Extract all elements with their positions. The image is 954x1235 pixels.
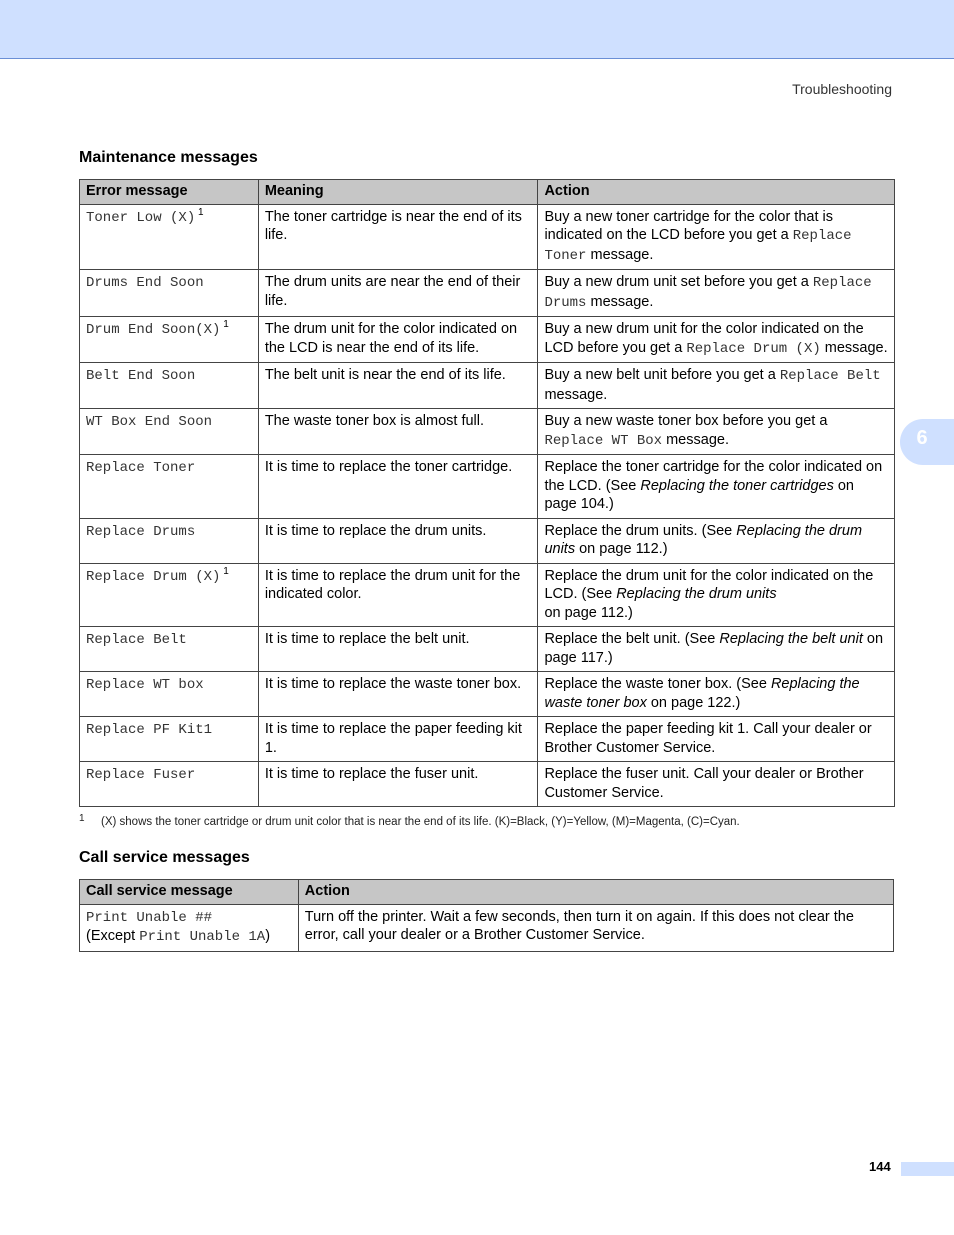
text-segment: on page 117.) (544, 631, 884, 666)
meaning-cell: It is time to replace the toner cartridge. (258, 455, 538, 519)
error-code: Replace Drum (X) (86, 568, 221, 585)
text-segment: Replace the belt unit. (See (544, 631, 720, 647)
action-cell (538, 317, 895, 363)
table-row (80, 563, 895, 627)
action-cell (538, 627, 895, 672)
col-header-meaning: Meaning (258, 180, 538, 205)
text-segment: message. (544, 386, 608, 403)
text-segment: Replace the drum unit for the color indicated on the LCD. (See (544, 567, 874, 602)
meaning-cell: The waste toner box is almost full. (258, 409, 538, 455)
col-header-error-message: Error message (80, 180, 259, 205)
table-row (80, 717, 895, 762)
table-row (80, 627, 895, 672)
call-service-table-body (80, 904, 894, 951)
text-segment: Replace the toner cartridge for the color indicated on the LCD. (See (544, 459, 883, 494)
text-segment: (Except (86, 928, 140, 944)
text-segment: Buy a new belt unit before you get a (544, 367, 780, 383)
error-message-cell (80, 455, 259, 519)
message-code: Replace Belt (779, 368, 881, 384)
text-segment: on page 112.) (544, 604, 633, 621)
col-header-action: Action (538, 180, 895, 205)
table-row (80, 317, 895, 363)
action-cell (538, 762, 895, 807)
text-segment: message. (586, 293, 654, 310)
error-code: Replace PF Kit1 (86, 722, 213, 738)
error-code: Drum End Soon(X) (86, 322, 221, 338)
table-row (80, 904, 894, 951)
cross-reference: Replacing the belt unit (719, 631, 863, 647)
error-code: Replace Drums (86, 523, 196, 540)
table-row (80, 518, 895, 563)
text-segment: Replace the paper feeding kit 1. Call your dealer or Brother Customer Service. (544, 721, 872, 756)
footnote-ref: 1 (220, 319, 229, 330)
message-code: Print Unable ## (86, 909, 213, 926)
action-cell (538, 363, 895, 409)
table-row (80, 363, 895, 409)
text-segment: message. (820, 339, 888, 356)
text-segment: Buy a new waste toner box before you get a (544, 413, 828, 429)
call-service-table (79, 879, 894, 952)
error-code: Replace Belt (86, 632, 187, 648)
message-code: Replace Drum (X) (686, 340, 821, 357)
meaning-cell: It is time to replace the drum units. (258, 518, 538, 563)
action-cell (538, 409, 895, 455)
table-row (80, 409, 895, 455)
error-message-cell (80, 672, 259, 717)
message-code: Replace WT Box (544, 432, 663, 449)
meaning-cell: The belt unit is near the end of its life. (258, 363, 538, 409)
cross-reference: Replacing the drum units (616, 586, 777, 602)
meaning-cell: The drum units are near the end of their life. (258, 270, 538, 317)
text-segment: Buy a new drum unit for the color indicated on the LCD before you get a (544, 321, 864, 356)
cross-reference: Replacing the toner cartridges (640, 477, 834, 494)
error-code: Toner Low (X) (86, 209, 196, 226)
error-code: WT Box End Soon (86, 414, 213, 430)
error-code: Belt End Soon (86, 368, 196, 384)
error-code: Replace Fuser (86, 767, 196, 783)
chapter-number: 6 (916, 427, 928, 449)
error-message-cell (80, 518, 259, 563)
text-segment: on page 122.) (646, 694, 741, 711)
error-message-cell (80, 409, 259, 455)
action-cell (538, 563, 895, 627)
page-number: 144 (869, 1159, 891, 1174)
error-message-cell (80, 204, 259, 270)
text-segment: Replace the drum units. (See (544, 522, 737, 539)
cross-reference: Replacing the waste toner box (544, 676, 860, 711)
text-segment: Buy a new drum unit set before you get a (544, 274, 813, 290)
footnote-mark: 1 (79, 813, 85, 824)
error-code: Drums End Soon (86, 275, 204, 291)
maintenance-title: Maintenance messages (79, 149, 258, 166)
text-segment: message. (586, 246, 654, 263)
header-band (0, 0, 954, 59)
error-message-cell (80, 317, 259, 363)
chapter-tab (900, 419, 954, 465)
error-message-cell (80, 627, 259, 672)
table-header-row (80, 880, 894, 905)
table-header-row (80, 180, 895, 205)
maintenance-table-body (80, 204, 895, 807)
meaning-cell: It is time to replace the paper feeding kit 1. (258, 717, 538, 762)
maintenance-table (79, 179, 895, 807)
footnote-ref: 1 (195, 206, 204, 218)
meaning-cell: The toner cartridge is near the end of its life. (258, 204, 538, 270)
meaning-cell: It is time to replace the belt unit. (258, 627, 538, 672)
error-message-cell (80, 563, 259, 627)
error-code: Replace WT box (86, 677, 204, 693)
table-row (80, 762, 895, 807)
text-segment: message. (662, 431, 729, 448)
message-code: Print Unable 1A (139, 929, 266, 945)
text-segment: Replace the fuser unit. Call your dealer or Brother Customer Service. (544, 766, 864, 801)
meaning-cell: It is time to replace the waste toner box. (258, 672, 538, 717)
text-segment: Buy a new toner cartridge for the color that is indicated on the LCD before you get a (544, 208, 833, 243)
text-segment: on page 112.) (575, 541, 668, 557)
action-cell (538, 518, 895, 563)
text-segment: Replace the waste toner box. (See (544, 676, 771, 692)
action-cell: Turn off the printer. Wait a few seconds, then turn it on again. If this does not clear the error, call your dealer or a Brother Customer Service. (298, 904, 893, 951)
meaning-cell: It is time to replace the fuser unit. (258, 762, 538, 807)
page-number-bar (901, 1162, 954, 1176)
error-message-cell (80, 270, 259, 317)
table-row (80, 270, 895, 317)
text-segment: on page 104.) (544, 477, 854, 512)
text-segment: ) (265, 928, 271, 944)
footnote-ref: 1 (220, 565, 229, 577)
cross-reference: Replacing the drum units (544, 522, 863, 557)
footnote-text: (X) shows the toner cartridge or drum unit color that is near the end of its life. (K)=Black, (Y)=Yellow, (M)=Magenta, (C)=Cyan. (101, 816, 740, 828)
action-cell (538, 270, 895, 317)
call-service-title: Call service messages (79, 849, 250, 866)
running-header: Troubleshooting (792, 81, 892, 97)
action-cell (538, 455, 895, 519)
table-row (80, 204, 895, 270)
error-code: Replace Toner (86, 460, 196, 476)
table-row (80, 455, 895, 519)
col-header-call-service-message: Call service message (80, 880, 299, 905)
error-message-cell (80, 717, 259, 762)
table-row (80, 672, 895, 717)
error-message-cell (80, 363, 259, 409)
message-code: Replace Drums (544, 275, 872, 311)
message-code: Replace Toner (544, 228, 852, 264)
error-message-cell (80, 762, 259, 807)
action-cell (538, 672, 895, 717)
call-service-message-cell (80, 904, 299, 951)
action-cell (538, 204, 895, 270)
meaning-cell: The drum unit for the color indicated on the LCD is near the end of its life. (258, 317, 538, 363)
meaning-cell: It is time to replace the drum unit for the indicated color. (258, 563, 538, 627)
col-header-action: Action (298, 880, 893, 905)
action-cell (538, 717, 895, 762)
